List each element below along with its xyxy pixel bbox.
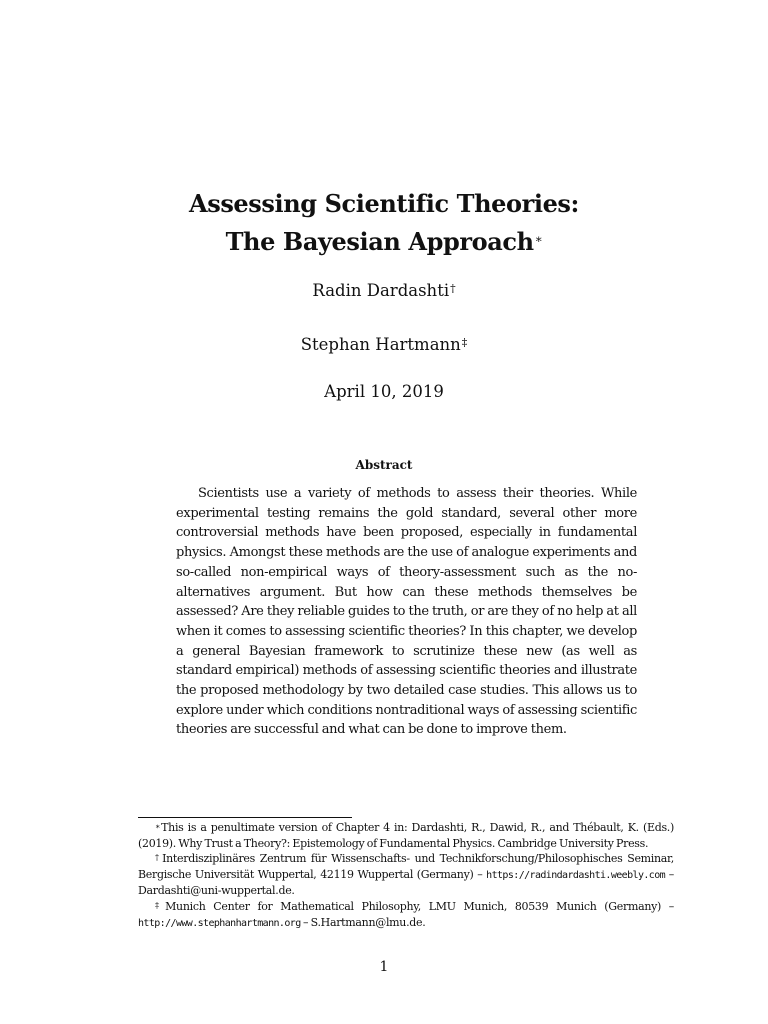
publication-date: April 10, 2019 bbox=[324, 382, 444, 401]
author-footnote-mark: ‡ bbox=[461, 336, 468, 349]
footnote-text-tail: – S.Hartmann@lmu.de. bbox=[300, 915, 426, 929]
title-footnote-mark: ∗ bbox=[534, 232, 543, 246]
abstract-body: Scientists use a variety of methods to assess their theories. While experimental testing remains the gold standard, several other more controversial methods have been proposed, especially in fundamental physics. Amongst these methods are the use of analogue experiments and so-called non-empirical ways of theory-assessment such as the no-alternatives argument. But how can these methods themselves be assessed? Are they reliable guides to the truth, or are they of no help at all when it comes to assessing scientific theories? In this chapter, we develop a general Bayesian framework to scrutinize these new (as well as standard empirical) methods of assessing scientific theories and illustrate the proposed methodology by two detailed case studies. This allows us to explore under which conditions nontraditional ways of assessing scientific theories are successful and what can be done to improve them. bbox=[176, 486, 637, 738]
abstract-heading: Abstract bbox=[355, 458, 413, 472]
footnote-mark: ‡ bbox=[155, 900, 165, 910]
footnote-divider bbox=[138, 817, 352, 818]
footnote-text-tail: – Dardashti@uni-wuppertal.de. bbox=[138, 867, 674, 898]
footnotes bbox=[138, 820, 674, 931]
author-stephan-hartmann bbox=[0, 334, 768, 356]
footnote-url-link[interactable]: https://radindardashti.weebly.com bbox=[486, 869, 666, 881]
footnote-mark: † bbox=[155, 853, 162, 863]
author-footnote-mark: † bbox=[450, 282, 456, 295]
title-text-1: Assessing Scientific Theories: bbox=[188, 189, 580, 218]
footnote-text: Interdisziplinäres Zentrum für Wissenschafts- und Technikforschung/Philosophisches Seminar, Bergische Universität Wuppertal, 42119 Wuppertal (Germany) – bbox=[138, 852, 674, 881]
footnote-2 bbox=[138, 851, 674, 899]
page-number: 1 bbox=[379, 959, 389, 975]
footnote-url-link[interactable]: http://www.stephanhartmann.org bbox=[138, 917, 301, 929]
footnote-3 bbox=[138, 899, 674, 931]
paper-title-line-2 bbox=[0, 226, 768, 258]
paper-title-line-1 bbox=[0, 188, 768, 220]
footnote-text: Munich Center for Mathematical Philosophy, LMU Munich, 80539 Munich (Germany) – bbox=[165, 899, 675, 913]
author-radin-dardashti bbox=[0, 280, 768, 302]
author-name: Stephan Hartmann bbox=[300, 335, 461, 354]
title-text-2: The Bayesian Approach bbox=[225, 227, 534, 256]
footnote-text: This is a penultimate version of Chapter 4 in: Dardashti, R., Dawid, R., and Thébault, K. (Eds.) (2019). Why Trust a Theory?: Epistemology of Fundamental Physics. Cambridge University Press. bbox=[138, 821, 674, 850]
author-name: Radin Dardashti bbox=[312, 281, 450, 300]
footnote-1 bbox=[138, 820, 674, 851]
footnote-mark: ∗ bbox=[155, 822, 161, 831]
